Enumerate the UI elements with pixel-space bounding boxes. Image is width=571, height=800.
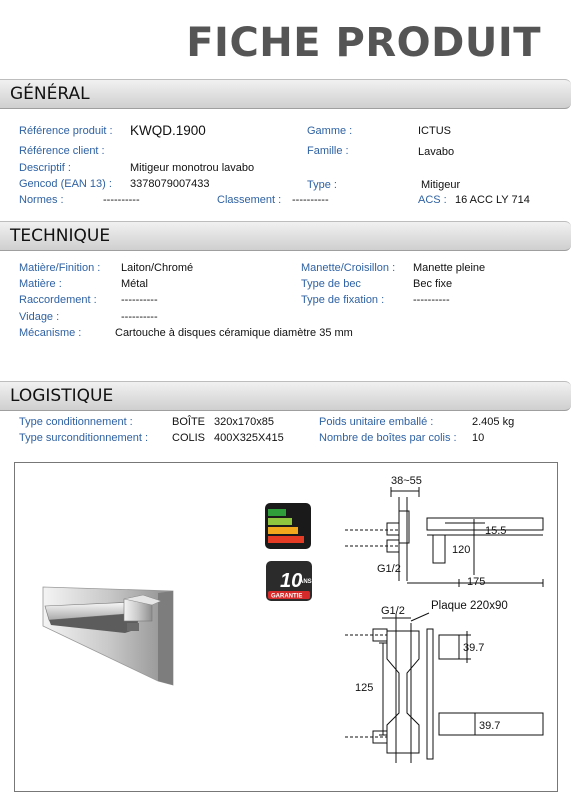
descriptif-label: Descriptif : — [19, 162, 71, 174]
vidage-value: ---------- — [121, 311, 158, 323]
section-title-technique: TECHNIQUE — [10, 226, 111, 246]
page-title: FICHE PRODUIT — [186, 20, 541, 66]
normes-label: Normes : — [19, 194, 64, 206]
warranty-ans: ANS — [299, 579, 312, 585]
nb-boites-label: Nombre de boîtes par colis : — [319, 432, 457, 444]
fixation-value: ---------- — [413, 294, 450, 306]
dim-15-5: 15.5 — [485, 525, 507, 537]
mecanisme-value: Cartouche à disques céramique diamètre 35 mm — [115, 327, 353, 339]
matiere-finition-value: Laiton/Chromé — [121, 262, 194, 274]
surcond-kind: COLIS — [172, 432, 206, 444]
classement-label: Classement : — [217, 194, 282, 206]
technical-drawing-side-view — [345, 487, 543, 587]
descriptif-value: Mitigeur monotrou lavabo — [130, 162, 255, 174]
raccordement-label: Raccordement : — [19, 294, 97, 306]
dim-120: 120 — [452, 544, 471, 556]
section-header-logistique — [0, 381, 571, 411]
dim-g12-bottom: G1/2 — [381, 605, 405, 617]
section-title-logistique: LOGISTIQUE — [10, 386, 114, 406]
type-cond-dims: 320x170x85 — [214, 416, 274, 428]
section-title-general: GÉNÉRAL — [10, 84, 90, 104]
dim-g12-top: G1/2 — [377, 563, 401, 575]
energy-label-icon — [265, 503, 311, 549]
ref-produit-label: Référence produit : — [19, 125, 113, 137]
classement-value: ---------- — [292, 194, 329, 206]
warranty-garantie: GARANTIE — [271, 593, 303, 600]
dim-39-7-b: 39.7 — [479, 720, 501, 732]
raccordement-value: ---------- — [121, 294, 158, 306]
fixation-label: Type de fixation : — [301, 294, 385, 306]
gamme-label: Gamme : — [307, 125, 353, 137]
warranty-number: 10 — [280, 570, 303, 592]
product-photo — [43, 587, 173, 685]
type-cond-label: Type conditionnement : — [19, 416, 133, 428]
plaque-label: Plaque 220x90 — [431, 600, 508, 612]
technical-drawing-front-view — [345, 613, 543, 763]
famille-label: Famille : — [307, 145, 349, 157]
ref-produit-value: KWQD.1900 — [130, 123, 206, 138]
dim-39-7-a: 39.7 — [463, 642, 485, 654]
matiere-label: Matière : — [19, 278, 62, 290]
section-header-technique — [0, 221, 571, 251]
product-drawing-panel — [14, 462, 558, 792]
dim-125: 125 — [355, 682, 374, 694]
matiere-finition-label: Matière/Finition : — [19, 262, 101, 274]
acs-label: ACS : — [418, 194, 447, 206]
dim-175: 175 — [467, 576, 486, 588]
manette-value: Manette pleine — [413, 262, 486, 274]
vidage-label: Vidage : — [19, 311, 60, 323]
type-cond-kind: BOÎTE — [172, 416, 206, 428]
type-bec-label: Type de bec — [301, 278, 361, 290]
gencod-value: 3378079007433 — [130, 178, 210, 190]
poids-value: 2.405 kg — [472, 416, 515, 428]
type-value: Mitigeur — [421, 179, 461, 191]
ref-client-label: Référence client : — [19, 145, 105, 157]
acs-value: 16 ACC LY 714 — [455, 194, 530, 206]
surcond-label: Type surconditionnement : — [19, 432, 149, 444]
poids-label: Poids unitaire emballé : — [319, 416, 434, 428]
nb-boites-value: 10 — [472, 432, 485, 444]
dim-38-55: 38~55 — [391, 475, 422, 487]
type-label: Type : — [307, 179, 337, 191]
gencod-label: Gencod (EAN 13) : — [19, 178, 112, 190]
manette-label: Manette/Croisillon : — [301, 262, 396, 274]
type-bec-value: Bec fixe — [413, 278, 453, 290]
matiere-value: Métal — [121, 278, 148, 290]
mecanisme-label: Mécanisme : — [19, 327, 82, 339]
normes-value: ---------- — [103, 194, 140, 206]
famille-value: Lavabo — [418, 146, 455, 158]
section-header-general — [0, 79, 571, 109]
surcond-dims: 400X325X415 — [214, 432, 284, 444]
gamme-value: ICTUS — [418, 125, 451, 137]
